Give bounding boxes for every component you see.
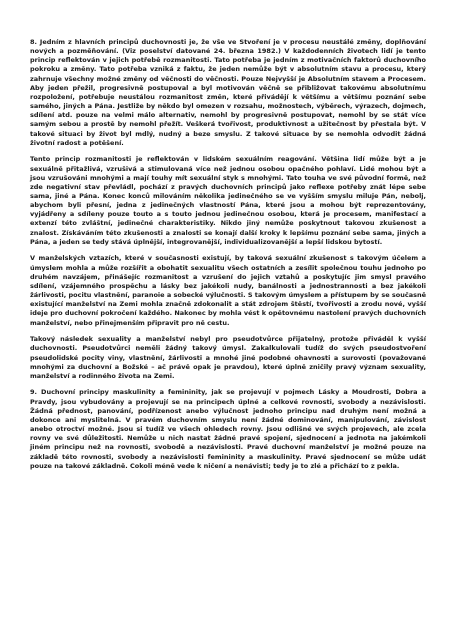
paragraph-diversity-sexuality: Tento princip rozmanitosti je reflektován v lidském sexuálním reagování. Většina lidí může být a je sexuálně přitažlivá, vzrušivá a stimulovaná více než jednou osobou opačného pohlaví. Lidé mohou být a jsou vzrušováni mnohými a mají touhy mít sexuální styk s mnohými. Tato touha ve své původní formě, než zde negativní stav převládl, pochází z pravých duchovních principů jako reflexe potřeby znát lépe sebe sama, jiné a Pána. Konec konců milováním několika jedinečného se ve vyšším smyslu miluje Pán, nebolj, abychom byli přesní, jedna z jedinečných vlastností Pána, které jsou a mohou být reprezentovány, vyjádřeny a sdíleny pouze touto a s touto jednou jedinečnou osobou, která je procesem, manifestací a extenzí této zvláštní, jedinečné charakteristiky. Nikdo jiný nemůže poskytnout takovou zkušenost a znalost. Získáváním této zkušenosti a znalosti se konají další kroky k lepšímu poznání sebe sama, jiných a Pána, a jeden se tedy stává úplnější, integrovanější, individualizovanější a lepší lidskou bytostí. xyxy=(30,155,426,246)
paragraph-marriage-relations: V manželských vztazích, které v současnosti existují, by taková sexuální zkušenost s takovým účelem a úmyslem mohla a může rozšířit a obohatit sexualitu všech ostatních a zesílit společnou touhu jednoho po druhém navzájem, přinášejíc rozmanitost a vzrušení do jejich vztahů a poskytujíc jim smysl pravého sdílení, vzájemného prospěchu a lásky bez jakékoli nudy, banálnosti a jednostrannosti a bez jakékoli žárlivosti, pocitu vlastnění, paranoie a sobecké výlučnosti. S takovým úmyslem a přístupem by se současně existující manželství na Zemi mohla značně zdokonalit a stát zdrojem štěstí, tvořivosti a zrodu nové, vyšší ideje pro duchovní pokročení každého. Nakonec by mohla vést k opětovnému nastolení pravých duchovních manželství, nebo přinejmenším připravit pro ně cestu. xyxy=(30,254,426,327)
document-body xyxy=(30,38,426,478)
paragraph-principle-8: 8. Jedním z hlavních principů duchovnosti je, že vše ve Stvoření je v procesu neustálé změny, doplňování nových a pozměňování. (Viz poselství datované 24. března 1982.) V každodenních životech lidí je tento princip reflektován v jejich potřebě rozmanitosti. Tato potřeba je jedním z motivačních faktorů duchovního pokroku a změny. Tato potřeba vzniká z faktu, že jeden nemůže být v absolutním stavu a procesu, který zahrnuje všechny možné změny od věčnosti do věčnosti. Pouze Nejvyšší je Absolutním stavem a Procesem. Aby jeden přežil, progresivně postupoval a byl motivován věčně se přibližovat takovému absolutnímu rozpoložení, potřebuje neustálou rozmanitost změn, které přivádějí k většímu a většímu poznání sebe samého, jiných a Pána. Jestliže by někdo byl omezen v rozsahu, možnostech, výběrech, výrazech, dojmech, sdílení atd. pouze na velmi málo alternativ, nemohl by progresivně postupovat, nemohl by se stát více samým sebou a prostě by nemohl přežít. Veškerá tvořivost, produktivnost a užitečnost by přestala být. V takové situaci by život byl mdlý, nudný a beze smyslu. Z takové situace by se nemohla odvodit žádná životní radost a potěšení. xyxy=(30,38,426,147)
paragraph-principle-9: 9. Duchovní principy maskulinity a femininity, jak se projevují v pojmech Lásky a Moudrosti, Dobra a Pravdy, jsou vybudovány a projevují se na principech úplné a celkové rovnosti, svobody a nezávislosti. Žádná přednost, panování, podřízenost anebo výlučnost jednoho principu nad druhým není možná a dokonce ani myslitelná. V pravém duchovním smyslu není žádné dominování, manipulování, závislost anebo otroctví možné. Jsou si tudíž ve všech ohledech rovny. Jsou odlišné ve svých projevech, ale zcela rovny ve své důležitosti. Nemůže u nich nastat žádné pravé spojení, sjednocení a jednota na jakémkoli jiném principu než na rovnosti, svobodě a nezávislosti. Pravé duchovní manželství je možné pouze na základě této rovnosti, svobody a nezávislosti femininity a maskulinity. Pravé sjednocení se může udát pouze na takové základně. Cokoli méně vede k ničení a nenávisti; tedy je to zlé a přichází to z pekla. xyxy=(30,388,426,470)
paragraph-pseudocreators: Takový následek sexuality a manželství nebyl pro pseudotvůrce přijatelný, protože přiváděl k vyšší duchovnosti. Pseudotvůrci neměli žádný takový úmysl. Zakalkulovali tudíž do svých pseudostvoření pseudolidské pocity viny, vlastnění, žárlivosti a mnohé jiné podobné ohavnosti a surovosti (považované mnohými za duchovní a Božské – ač právě opak je pravdou), které úplně zničily pravý význam sexuality, manželství a rodinného života na Zemi. xyxy=(30,335,426,380)
